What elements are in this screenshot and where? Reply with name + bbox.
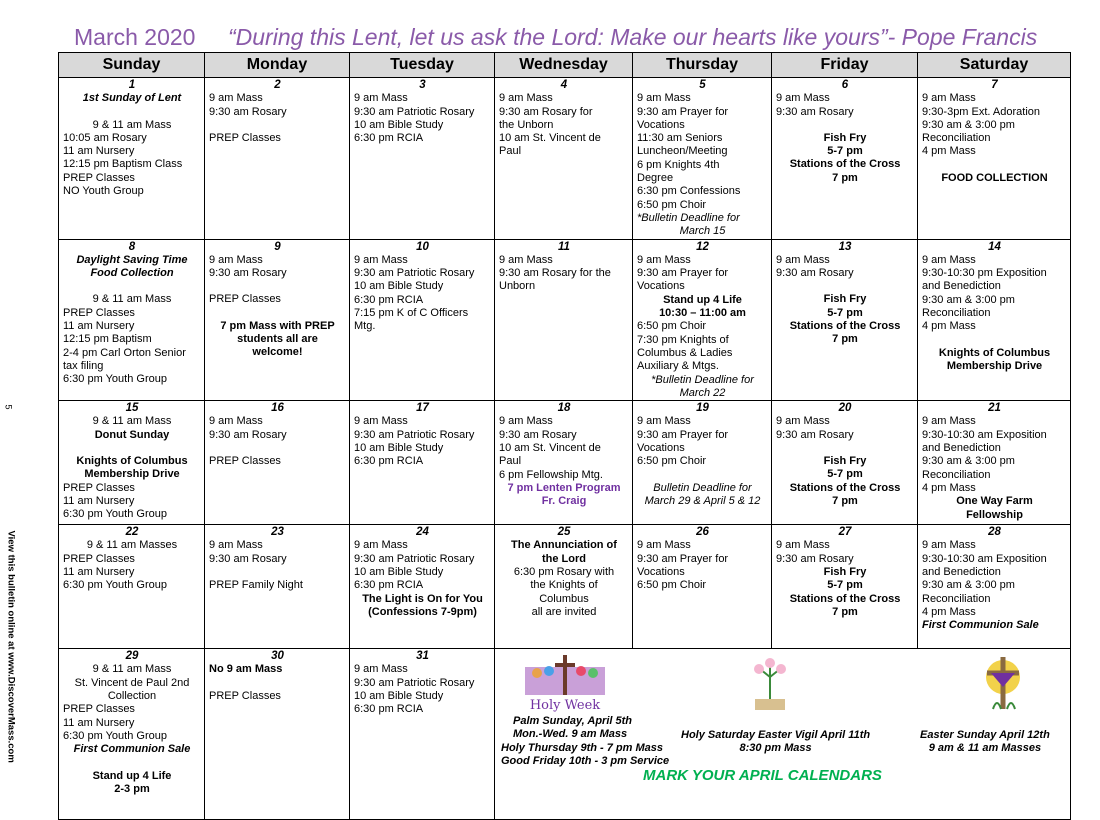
day-number: 15 — [125, 402, 139, 415]
calendar-day-cell — [633, 525, 772, 649]
day-number: 25 — [557, 526, 571, 539]
event-line: 9 am Mass — [637, 415, 691, 428]
event-line: tax filing — [63, 359, 104, 372]
event-line: Stations of the Cross — [789, 481, 901, 494]
day-number: 8 — [128, 240, 136, 253]
event-line: all are invited — [531, 605, 597, 618]
event-line: 9 am Mass — [354, 663, 408, 676]
event-line: 11 am Nursery — [63, 145, 135, 158]
event-line: and Benediction — [922, 442, 1001, 455]
calendar-day-cell — [495, 401, 633, 525]
weekday-header: Friday — [772, 53, 918, 78]
event-line: 1st Sunday of Lent — [82, 92, 182, 105]
event-line: Donut Sunday — [94, 428, 170, 441]
event-line: 9 & 11 am Masses — [86, 539, 178, 552]
day-number: 26 — [696, 526, 709, 539]
event-line: NO Youth Group — [63, 185, 144, 198]
calendar-day-cell — [918, 525, 1071, 649]
event-line: PREP Classes — [63, 481, 135, 494]
event-line: 9:30 am Patriotic Rosary — [354, 267, 475, 280]
event-line: 6:30 pm RCIA — [354, 293, 424, 306]
event-line: 9 am Mass — [776, 415, 830, 428]
event-line: 9 am Mass — [499, 415, 553, 428]
event-line: 11:30 am Seniors — [637, 132, 723, 145]
day-number: 4 — [560, 79, 568, 91]
calendar-day-cell — [495, 525, 633, 649]
easter-text — [920, 729, 1050, 756]
day-number: 24 — [416, 526, 429, 539]
event-line: PREP Classes — [63, 171, 135, 184]
event-line: 11 am Nursery — [63, 320, 135, 333]
event-line: and Benediction — [922, 566, 1001, 579]
event-line: 4 pm Mass — [922, 145, 976, 158]
event-line — [63, 757, 201, 770]
day-number: 6 — [841, 79, 849, 91]
vigil-line: 8:30 pm Mass — [739, 742, 812, 755]
event-line: Luncheon/Meeting — [637, 145, 728, 158]
event-line: welcome! — [252, 346, 303, 359]
easter-line: Easter Sunday April 12th — [920, 729, 1050, 742]
event-line: 4 pm Mass — [922, 605, 976, 618]
event-line: Membership Drive — [946, 359, 1043, 372]
event-line: 9:30-10:30 pm Exposition — [922, 267, 1047, 280]
day-number: 7 — [991, 79, 998, 91]
event-line: 9:30 am Prayer for — [637, 105, 729, 118]
event-line: One Way Farm — [956, 495, 1033, 508]
event-line: 9:30 am Rosary for the — [499, 267, 611, 280]
event-line: 9 am Mass — [354, 539, 408, 552]
holy-week-label: Holy Week — [529, 698, 601, 714]
event-line: Columbus — [539, 592, 589, 605]
calendar-day-cell — [495, 239, 633, 401]
event-line: 9 am Mass — [922, 539, 976, 552]
event-line: 9 am Mass — [776, 92, 830, 105]
month-title: March 2020 — [74, 24, 196, 50]
event-line: 10:30 – 11:00 am — [659, 307, 746, 320]
calendar-day-cell — [59, 78, 205, 240]
event-line: 9:30 am Prayer for — [637, 267, 729, 280]
event-line: the Unborn — [499, 118, 554, 131]
event-line: 11 am Nursery — [63, 494, 135, 507]
event-line: 5-7 pm — [827, 579, 863, 592]
event-line: PREP Classes — [209, 689, 281, 702]
event-line: 9 am Mass — [354, 253, 408, 266]
event-line: 9:30 am Rosary — [209, 267, 287, 280]
event-line: 9:30 am Rosary — [776, 552, 854, 565]
mark-calendars: MARK YOUR APRIL CALENDARS — [643, 767, 882, 785]
calendar-day-cell — [350, 78, 495, 240]
event-line: 6:30 pm Youth Group — [63, 729, 167, 742]
day-number: 30 — [271, 650, 284, 663]
event-line: and Benediction — [922, 280, 1001, 293]
day-number: 2 — [274, 79, 281, 91]
calendar-day-cell — [495, 78, 633, 240]
day-number: 18 — [557, 402, 571, 415]
day-number: 9 — [274, 240, 281, 253]
calendar-day-cell — [59, 525, 205, 649]
event-line: 6 pm Fellowship Mtg. — [499, 468, 603, 481]
event-line: 9 & 11 am Mass — [92, 118, 172, 131]
event-line: 9:30 am Rosary — [209, 552, 287, 565]
event-line — [776, 119, 914, 132]
event-line — [209, 566, 346, 579]
event-line: 10 am Bible Study — [354, 442, 444, 455]
day-number: 20 — [838, 402, 852, 415]
event-line: 10 am St. Vincent de — [499, 132, 601, 145]
event-line: 9 am Mass — [637, 92, 691, 105]
day-number: 16 — [271, 402, 284, 415]
event-line: Stations of the Cross — [789, 158, 901, 171]
weekday-header: Wednesday — [495, 53, 633, 78]
event-line: 6 pm Knights 4th — [637, 158, 720, 171]
event-line — [63, 280, 201, 293]
event-line: 9 am Mass — [209, 253, 263, 266]
calendar-day-cell — [772, 78, 918, 240]
event-line: 7 pm — [832, 333, 858, 346]
calendar-week — [59, 239, 1071, 401]
event-line: 7:30 pm Knights of — [637, 333, 729, 346]
day-number: 1 — [128, 79, 136, 91]
event-line: 9 am Mass — [637, 253, 691, 266]
event-line: PREP Classes — [209, 293, 281, 306]
event-line: Vocations — [637, 566, 685, 579]
event-line: Fellowship — [966, 508, 1023, 521]
event-line: Knights of Columbus — [76, 455, 188, 468]
event-line: 9:30-3pm Ext. Adoration — [922, 105, 1041, 118]
event-line: Bulletin Deadline for — [653, 481, 752, 494]
day-number: 29 — [125, 650, 139, 663]
event-line: 4 pm Mass — [922, 320, 976, 333]
event-line: 9:30 am Rosary — [209, 428, 287, 441]
event-line: 6:30 pm RCIA — [354, 579, 424, 592]
calendar-day-cell — [59, 239, 205, 401]
event-line: Mtg. — [354, 320, 376, 333]
event-line: 9:30 am Patriotic Rosary — [354, 105, 475, 118]
event-line: PREP Classes — [63, 552, 135, 565]
day-number: 21 — [988, 402, 1001, 415]
event-line: 6:30 pm Rosary with — [513, 566, 615, 579]
calendar-week — [59, 78, 1071, 240]
event-line: 6:50 pm Choir — [637, 198, 707, 211]
event-line: 10 am Bible Study — [354, 118, 444, 131]
event-line: 11 am Nursery — [63, 566, 135, 579]
event-line: 10:05 am Rosary — [63, 131, 147, 144]
event-line: 9:30 am Rosary — [499, 428, 577, 441]
event-line: Fish Fry — [823, 131, 867, 144]
event-line — [209, 119, 346, 132]
event-line: 7 pm — [832, 171, 858, 184]
event-line: Stand up 4 Life — [92, 769, 172, 782]
event-line: Membership Drive — [84, 468, 180, 481]
event-line: Collection — [107, 690, 157, 703]
calendar-day-cell — [350, 649, 495, 820]
calendar-day-cell — [59, 649, 205, 820]
calendar-day-cell — [633, 78, 772, 240]
event-line: 10 am St. Vincent de — [499, 442, 601, 455]
event-line: Food Collection — [90, 267, 174, 280]
event-line: 9:30 am Rosary — [776, 105, 854, 118]
calendar-day-cell — [772, 401, 918, 525]
event-line: 9 am Mass — [922, 415, 976, 428]
event-line: Stations of the Cross — [789, 592, 901, 605]
event-line: 9 & 11 am Mass — [92, 293, 172, 306]
event-line: Reconciliation — [922, 592, 991, 605]
event-line: *Bulletin Deadline for — [637, 211, 740, 224]
weekday-header: Saturday — [918, 53, 1071, 78]
event-line: 9:30-10:30 am Exposition — [922, 428, 1047, 441]
day-number: 11 — [558, 240, 570, 253]
event-line: March 22 — [679, 386, 726, 399]
event-line: 12:15 pm Baptism Class — [63, 158, 183, 171]
event-line: Columbus & Ladies — [637, 346, 733, 359]
day-number: 12 — [696, 240, 709, 253]
weekday-header: Sunday — [59, 53, 205, 78]
event-line: PREP Classes — [209, 131, 281, 144]
event-line: Auxiliary & Mtgs. — [637, 360, 719, 373]
event-line: Paul — [499, 455, 522, 468]
event-line: 10 am Bible Study — [354, 280, 444, 293]
event-line: *Bulletin Deadline for — [651, 373, 754, 386]
calendar-day-cell — [918, 78, 1071, 240]
event-line: 10 am Bible Study — [354, 566, 444, 579]
event-line: The Annunciation of — [511, 539, 617, 552]
event-line: (Confessions 7-9pm) — [368, 605, 477, 618]
day-number: 14 — [988, 240, 1001, 253]
weekday-header: Monday — [205, 53, 350, 78]
event-line — [922, 159, 1067, 172]
day-number: 13 — [838, 240, 852, 253]
event-line: the Lord — [542, 552, 586, 565]
palm-line: Palm Sunday, April 5th — [513, 715, 632, 728]
event-line: 5-7 pm — [827, 145, 863, 158]
event-line: 9:30 am Rosary — [776, 267, 854, 280]
holy-week-icon — [515, 653, 615, 713]
event-line: 7 pm — [832, 494, 858, 507]
day-number: 31 — [416, 650, 429, 663]
event-line: 6:30 pm RCIA — [354, 455, 424, 468]
easter-cross-icon — [973, 653, 1033, 713]
event-line — [63, 442, 201, 455]
event-line: March 29 & April 5 & 12 — [644, 494, 761, 507]
day-number: 10 — [416, 240, 429, 253]
event-line: 9 am Mass — [922, 92, 976, 105]
event-line: 10 am Bible Study — [354, 690, 444, 703]
event-line: 6:30 pm RCIA — [354, 132, 424, 145]
event-line: PREP Family Night — [209, 579, 303, 592]
day-number: 17 — [416, 402, 429, 415]
event-line: Fish Fry — [823, 293, 867, 306]
event-line: 9:30 am Rosary for — [499, 105, 593, 118]
side-note-text: View this bulletin online at www.DiscoverMass.com — [5, 530, 17, 763]
event-line: 9:30 am Prayer for — [637, 428, 729, 441]
event-line: 9:30 am & 3:00 pm — [922, 579, 1015, 592]
event-line: FOOD COLLECTION — [941, 171, 1048, 184]
event-line: Degree — [637, 172, 674, 185]
calendar-table — [58, 52, 1071, 820]
calendar-day-cell — [633, 401, 772, 525]
page-header — [0, 22, 1100, 56]
event-line — [63, 106, 201, 119]
event-line: Reconciliation — [922, 132, 991, 145]
calendar-day-cell — [633, 239, 772, 401]
april-preview — [495, 649, 1071, 820]
event-line: Fish Fry — [823, 455, 867, 468]
event-line: Unborn — [499, 280, 536, 293]
event-line: Daylight Saving Time — [76, 253, 188, 266]
calendar-day-cell — [59, 401, 205, 525]
event-line: 9 am Mass — [499, 253, 553, 266]
event-line: 9 am Mass — [354, 92, 408, 105]
day-number: 22 — [125, 526, 139, 539]
palm-line: Good Friday 10th - 3 pm Service — [501, 755, 670, 768]
holy-week-text — [501, 715, 669, 768]
event-line: PREP Classes — [63, 306, 135, 319]
event-line: 4 pm Mass — [922, 481, 976, 494]
event-line: 9:30 am & 3:00 pm — [922, 455, 1015, 468]
event-line: 9:30 am Patriotic Rosary — [354, 428, 475, 441]
event-line: 7:15 pm K of C Officers — [354, 307, 469, 320]
event-line: 9:30 am Rosary — [776, 428, 854, 441]
event-line: Stations of the Cross — [789, 320, 901, 333]
event-line: 7 pm Mass with PREP — [220, 319, 335, 332]
event-line: 9 am Mass — [354, 415, 408, 428]
event-line: Stand up 4 Life — [663, 293, 742, 306]
event-line: Paul — [499, 145, 522, 158]
weekday-header: Tuesday — [350, 53, 495, 78]
event-line — [209, 442, 346, 455]
event-line: Knights of Columbus — [938, 346, 1051, 359]
event-line: 6:30 pm RCIA — [354, 703, 424, 716]
calendar-day-cell — [772, 239, 918, 401]
event-line: the Knights of — [530, 579, 598, 592]
header-quote: “During this Lent, let us ask the Lord: Make our hearts like yours”- Pope Francis — [228, 24, 1038, 50]
event-line: Vocations — [637, 442, 685, 455]
day-number: 19 — [696, 402, 709, 415]
event-line: 12:15 pm Baptism — [63, 333, 152, 346]
event-line: Reconciliation — [922, 468, 991, 481]
event-line: Fr. Craig — [541, 495, 587, 508]
event-line: First Communion Sale — [73, 743, 191, 756]
event-line: Vocations — [637, 118, 685, 131]
event-line: 7 pm — [832, 605, 858, 618]
calendar-week — [59, 525, 1071, 649]
easter-line: 9 am & 11 am Masses — [928, 742, 1042, 755]
event-line: 6:30 pm Youth Group — [63, 579, 167, 592]
event-line: 9:30-10:30 am Exposition — [922, 552, 1047, 565]
calendar-week — [59, 401, 1071, 525]
page-number: 5 — [3, 404, 14, 410]
event-line: 9 am Mass — [922, 253, 976, 266]
event-line: 6:50 pm Choir — [637, 320, 707, 333]
event-line: 11 am Nursery — [63, 716, 135, 729]
event-line: St. Vincent de Paul 2nd — [74, 676, 190, 689]
calendar-week — [59, 649, 1071, 820]
calendar-day-cell — [918, 239, 1071, 401]
calendar-day-cell — [350, 525, 495, 649]
event-line: 9 am Mass — [776, 253, 830, 266]
event-line: 6:30 pm Confessions — [637, 185, 741, 198]
calendar-day-cell — [205, 239, 350, 401]
event-line — [209, 280, 346, 293]
event-line: 9:30 am Patriotic Rosary — [354, 552, 475, 565]
event-line: First Communion Sale — [922, 619, 1039, 632]
event-line: 6:50 pm Choir — [637, 455, 707, 468]
event-line: The Light is On for You — [362, 592, 483, 605]
event-line — [209, 677, 346, 690]
event-line: 9:30 am Prayer for — [637, 552, 729, 565]
palm-line: Holy Thursday 9th - 7 pm Mass — [501, 741, 663, 754]
event-line: 9 am Mass — [637, 539, 691, 552]
lilies-icon — [745, 657, 795, 712]
event-line: Fish Fry — [823, 566, 867, 579]
event-line: 6:50 pm Choir — [637, 579, 707, 592]
event-line: Vocations — [637, 280, 685, 293]
event-line: 5-7 pm — [827, 306, 863, 319]
event-line: 9 & 11 am Mass — [92, 663, 172, 676]
event-line: 9 & 11 am Mass — [92, 415, 172, 428]
event-line: students all are — [237, 333, 318, 346]
vigil-line: Holy Saturday Easter Vigil April 11th — [681, 729, 871, 742]
event-line: March 15 — [679, 225, 726, 238]
calendar-day-cell — [350, 401, 495, 525]
event-line: 9:30 am & 3:00 pm — [922, 118, 1015, 131]
calendar-day-cell — [350, 239, 495, 401]
event-line: 9:30 am Patriotic Rosary — [354, 676, 475, 689]
day-number: 27 — [838, 526, 852, 539]
weekday-header-row — [59, 53, 1071, 78]
calendar-day-cell — [772, 525, 918, 649]
event-line: 9 am Mass — [209, 539, 263, 552]
event-line: No 9 am Mass — [209, 663, 283, 676]
event-line: 6:30 pm Youth Group — [63, 373, 167, 386]
calendar-day-cell — [205, 525, 350, 649]
vigil-text — [681, 729, 870, 756]
calendar-day-cell — [205, 649, 350, 820]
event-line — [637, 469, 768, 482]
event-line: PREP Classes — [63, 703, 135, 716]
event-line: 5-7 pm — [827, 468, 863, 481]
palm-line: Mon.-Wed. 9 am Mass — [513, 728, 628, 741]
event-line: 2-4 pm Carl Orton Senior — [63, 346, 186, 359]
day-number: 23 — [271, 526, 284, 539]
day-number: 3 — [419, 79, 426, 91]
calendar-day-cell — [918, 401, 1071, 525]
event-line — [776, 280, 914, 293]
event-line: 9 am Mass — [209, 415, 263, 428]
event-line: Reconciliation — [922, 307, 991, 320]
event-line: 9:30 am & 3:00 pm — [922, 293, 1015, 306]
event-line: PREP Classes — [209, 455, 281, 468]
event-line — [776, 442, 914, 455]
event-line: 9 am Mass — [499, 92, 553, 105]
event-line: 9:30 am Rosary — [209, 105, 287, 118]
calendar-day-cell — [205, 78, 350, 240]
event-line: 9 am Mass — [209, 92, 263, 105]
day-number: 28 — [988, 526, 1001, 539]
event-line: 7 pm Lenten Program — [507, 481, 621, 494]
weekday-header: Thursday — [633, 53, 772, 78]
day-number: 5 — [699, 79, 706, 91]
event-line — [922, 334, 1067, 347]
event-line — [209, 307, 346, 320]
event-line: 2-3 pm — [114, 782, 150, 795]
calendar-day-cell — [205, 401, 350, 525]
side-note — [4, 530, 17, 790]
event-line: 9 am Mass — [776, 539, 830, 552]
event-line: 6:30 pm Youth Group — [63, 508, 167, 521]
